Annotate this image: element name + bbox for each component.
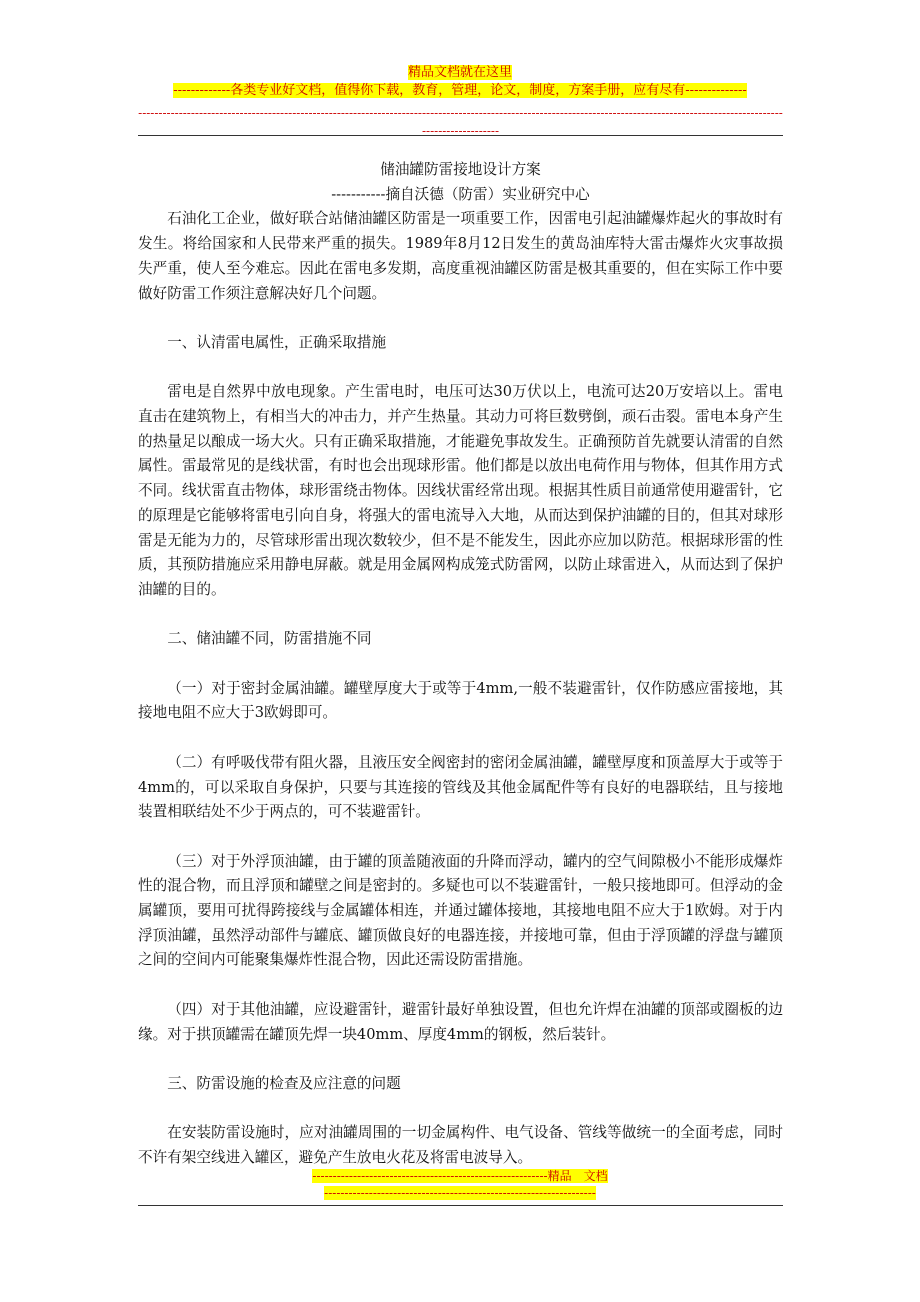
footer-rule — [138, 1205, 783, 1206]
footer-line-1: ----------------------------------------------------------精品 文档 — [312, 1169, 608, 1183]
spacer — [138, 973, 783, 998]
section-2-item-2: （二）有呼吸伐带有阻火器，且液压安全阀密封的密闭金属油罐，罐壁厚度和顶盖厚大于或等于4mm的，可以采取自身保护，只要与其连接的管线及其他金属配件等有良好的电器联结，且与接地装置相联结处不少于两点的，可不装避雷针。 — [138, 753, 783, 821]
section-2-heading: 二、储油罐不同，防雷措施不同 — [167, 630, 372, 648]
spacer — [138, 652, 783, 677]
header-dash-line: ---------------------------------------------------------------------------------------------------------------------------------------------------------------------------------- — [138, 106, 783, 138]
document-title: 储油罐防雷接地设计方案 — [380, 161, 541, 178]
section-2-item-1: （一）对于密封金属油罐。罐壁厚度大于或等于4mm,一般不装避雷针，仅作防感应雷接地，其接地电阻不应大于3欧姆即可。 — [138, 679, 783, 722]
section-3-paragraph: 在安装防雷设施时，应对油罐周围的一切金属构件、电气设备、管线等做统一的全面考虑，同时不许有架空线进入罐区，避免产生放电火花及将雷电波导入。 — [138, 1124, 783, 1166]
footer-line-2: ------------------------------------------------------------------- — [324, 1186, 596, 1200]
header-banner — [0, 64, 920, 100]
section-2-item-3: （三）对于外浮顶油罐，由于罐的顶盖随液面的升降而浮动，罐内的空气间隙极小不能形成爆炸性的混合物，而且浮顶和罐壁之间是密封的。多疑也可以不装避雷针，一般只接地即可。但浮动的金属罐顶，要用可扰得跨接线与金属罐体相连，并通过罐体接地，其接地电阻不应大于1欧姆。对于内浮顶油罐，虽然浮动部件与罐底、罐顶做良好的电器连接，并接地可靠，但由于浮顶罐的浮盘与罐顶之间的空间内可能聚集爆炸性混合物，因此还需设防雷措施。 — [138, 852, 783, 969]
section-3-heading: 三、防雷设施的检查及应注意的问题 — [167, 1074, 401, 1092]
banner-title: 精品文档就在这里 — [407, 65, 512, 80]
spacer — [138, 1097, 783, 1122]
section-1-heading: 一、认清雷电属性，正确采取措施 — [167, 333, 387, 351]
intro-paragraph: 石油化工企业，做好联合站储油罐区防雷是一项重要工作，因雷电引起油罐爆炸起火的事故时有发生。将给国家和人民带来严重的损失。1989年8月12日发生的黄岛油库特大雷击爆炸火灾事故损失严重，使人至今难忘。因此在雷电多发期，高度重视油罐区防雷是极其重要的，但在实际工作中要做好防雷工作须注意解决好几个问题。 — [138, 210, 783, 302]
section-2-item-4: （四）对于其他油罐，应设避雷针，避雷针最好单独设置，但也允许焊在油罐的顶部或圈板的边缘。对于拱顶罐需在罐顶先焊一块40mm、厚度4mm的钢板，然后装针。 — [138, 1000, 783, 1043]
spacer — [138, 306, 783, 331]
document-body — [138, 158, 783, 1171]
spacer — [138, 1047, 783, 1072]
spacer — [138, 356, 783, 381]
spacer — [138, 825, 783, 850]
document-subtitle: -----------摘自沃德（防雷）实业研究中心 — [331, 185, 590, 203]
section-1-paragraph: 雷电是自然界中放电现象。产生雷电时，电压可达30万伏以上，电流可达20万安培以上。雷电直击在建筑物上，有相当大的冲击力，并产生热量。其动力可将巨数劈倒，顽石击裂。雷电本身产生的热量足以酿成一场大火。只有正确采取措施，才能避免事故发生。正确预防首先就要认清雷的自然属性。雷最常见的是线状雷，有时也会出现球形雷。他们都是以放出电荷作用与物体，但其作用方式不同。线状雷直击物体，球形雷绕击物体。因线状雷经常出现。根据其性质目前通常使用避雷针，它的原理是它能够将雷电引向自身，将强大的雷电流导入大地，从而达到保护油罐的目的，但其对球形雷是无能为力的，尽管球形雷出现次数较少，但不是不能发生，因此亦应加以防范。根据球形雷的性质，其预防措施应采用静电屏蔽。就是用金属网构成笼式防雷网，以防止球雷进入，从而达到了保护油罐的目的。 — [138, 383, 783, 598]
spacer — [138, 603, 783, 628]
banner-subtitle: -------------各类专业好文档，值得你下载，教育，管理，论文，制度，方案手册，应有尽有-------------- — [173, 83, 747, 98]
footer-banner — [0, 1168, 920, 1202]
spacer — [138, 726, 783, 751]
header-rule — [138, 135, 783, 136]
